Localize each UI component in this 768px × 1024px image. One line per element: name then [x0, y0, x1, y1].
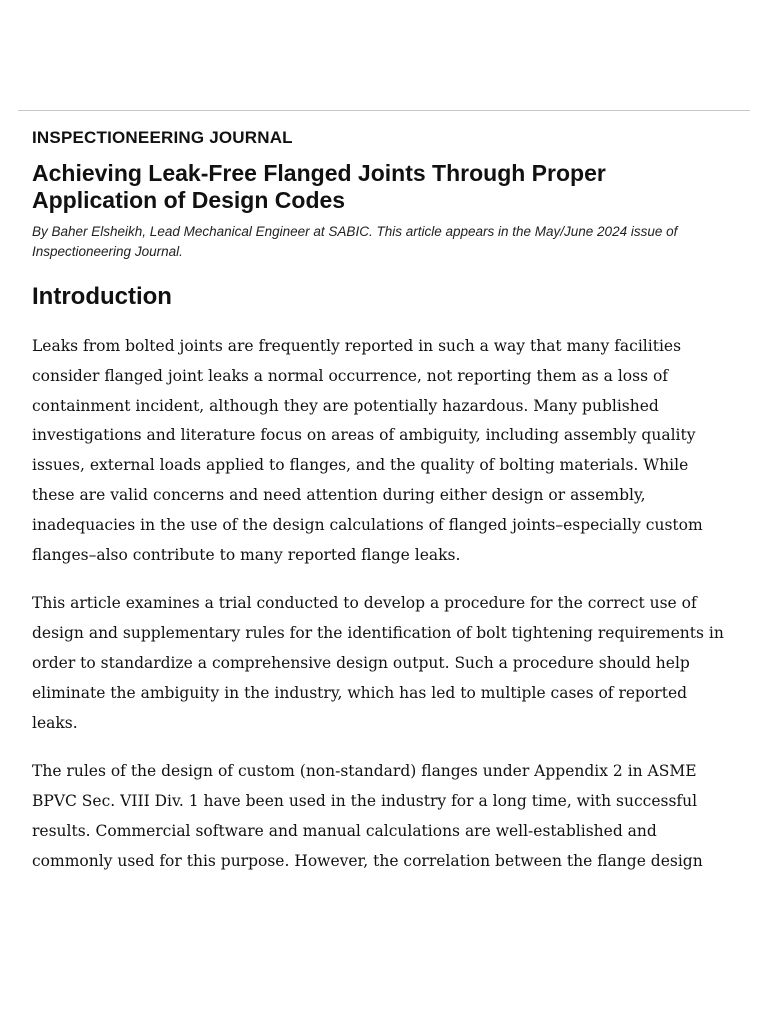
byline: By Baher Elsheikh, Lead Mechanical Engineer at SABIC. This article appears in the May/June 2024 issue of Inspectioneering Journal. — [32, 224, 678, 259]
section-heading-introduction: Introduction — [32, 283, 172, 310]
journal-label: INSPECTIONEERING JOURNAL — [32, 128, 293, 147]
paragraph-1: Leaks from bolted joints are frequently reported in such a way that many facilities consider flanged joint leaks a normal occurrence, not reporting them as a loss of containment incident, although they are potentially hazardous. Many published investigations and literature focus on areas of ambiguity, including assembly quality issues, external loads applied to flanges, and the quality of bolting materials. While these are valid concerns and need attention during either design or assembly, inadequacies in the use of the design calculations of flanged joints–especially custom flanges–also contribute to many reported flange leaks. — [32, 337, 703, 564]
header-divider — [18, 110, 750, 111]
paragraph-3: The rules of the design of custom (non-standard) flanges under Appendix 2 in ASME BPVC Sec. VIII Div. 1 have been used in the industry for a long time, with successful results. Commercial software and manual calculations are well-established and commonly used for this purpose. However, the correlation between the flange design — [32, 762, 703, 870]
article — [32, 126, 732, 877]
paragraph-2: This article examines a trial conducted to develop a procedure for the correct use of design and supplementary rules for the identification of bolt tightening requirements in order to standardize a comprehensive design output. Such a procedure should help eliminate the ambiguity in the industry, which has led to multiple cases of reported leaks. — [32, 594, 724, 732]
article-title: Achieving Leak-Free Flanged Joints Through Proper Application of Design Codes — [32, 160, 606, 213]
